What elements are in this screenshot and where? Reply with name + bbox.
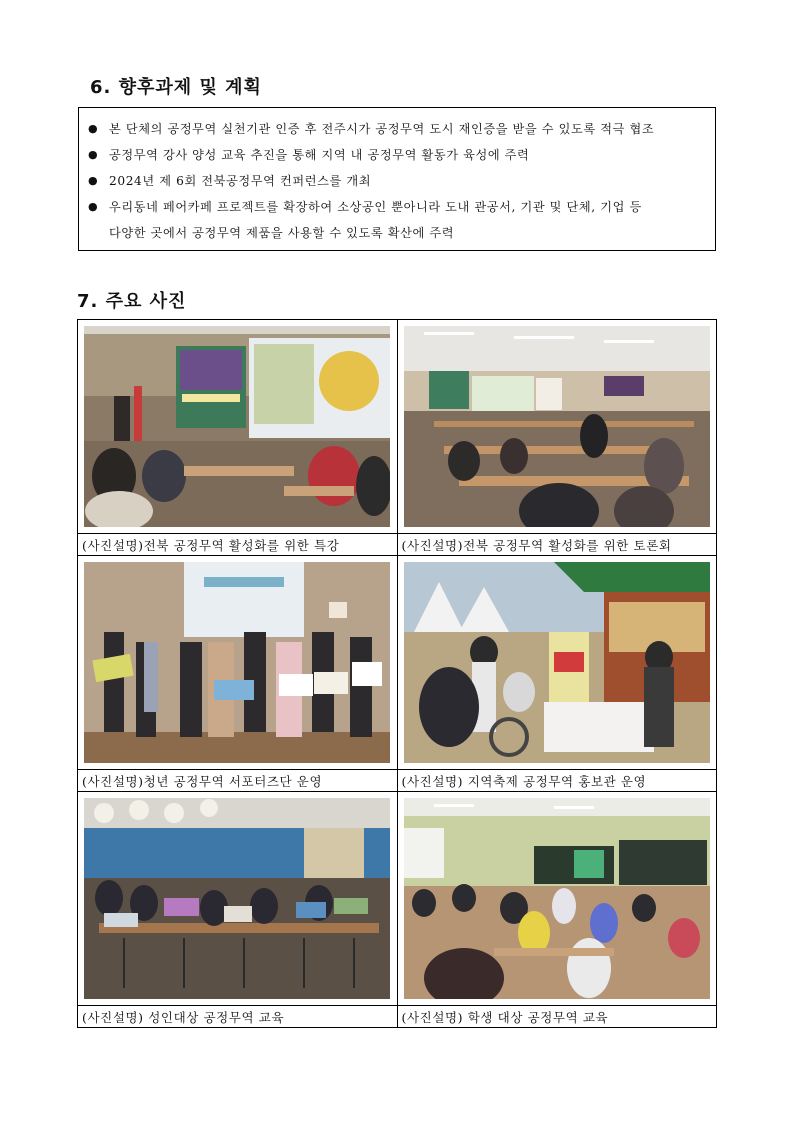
photo-youth-supporters	[84, 562, 390, 763]
plan-item-text-continued: 다양한 곳에서 공정무역 제품을 사용할 수 있도록 확산에 주력	[109, 226, 455, 240]
photo-caption: (사진설명) 지역축제 공정무역 홍보관 운영	[397, 770, 717, 792]
plan-item	[85, 168, 705, 194]
photo-cell	[397, 556, 717, 770]
photo-festival-booth	[404, 562, 710, 763]
plan-item-text: 2024년 제 6회 전북공정무역 컨퍼런스를 개최	[109, 174, 372, 188]
plan-box	[78, 107, 716, 251]
plan-item-text: 본 단체의 공정무역 실천기관 인증 후 전주시가 공정무역 도시 재인증을 받을 수 있도록 적극 협조	[109, 122, 655, 136]
bullet-icon: ●	[88, 174, 99, 187]
photo-caption: (사진설명) 학생 대상 공정무역 교육	[397, 1006, 717, 1028]
plan-item-text: 공정무역 강사 양성 교육 추진을 통해 지역 내 공정무역 활동가 육성에 주력	[109, 148, 530, 162]
photo-cell	[78, 556, 398, 770]
plan-item	[85, 194, 705, 246]
photo-cell	[78, 320, 398, 534]
photo-lecture	[84, 326, 390, 527]
section-6-title: 6. 향후과제 및 계획	[90, 77, 262, 98]
plan-item	[85, 116, 705, 142]
photo-caption: (사진설명)전북 공정무역 활성화를 위한 특강	[78, 534, 398, 556]
photo-caption: (사진설명)청년 공정무역 서포터즈단 운영	[78, 770, 398, 792]
section-7-title: 7. 주요 사진	[77, 291, 187, 312]
photo-student-education	[404, 798, 710, 999]
bullet-icon: ●	[88, 122, 99, 135]
photo-caption: (사진설명) 성인대상 공정무역 교육	[78, 1006, 398, 1028]
photo-caption: (사진설명)전북 공정무역 활성화를 위한 토론회	[397, 534, 717, 556]
photo-table	[77, 319, 717, 1028]
photo-cell	[397, 320, 717, 534]
plan-item-text: 우리동네 페어카페 프로젝트를 확장하여 소상공인 뿐아니라 도내 관공서, 기관 및 단체, 기업 등	[109, 200, 642, 214]
photo-forum	[404, 326, 710, 527]
photo-cell	[78, 792, 398, 1006]
bullet-icon: ●	[88, 200, 99, 213]
photo-cell	[397, 792, 717, 1006]
plan-item	[85, 142, 705, 168]
photo-adult-education	[84, 798, 390, 999]
bullet-icon: ●	[88, 148, 99, 161]
